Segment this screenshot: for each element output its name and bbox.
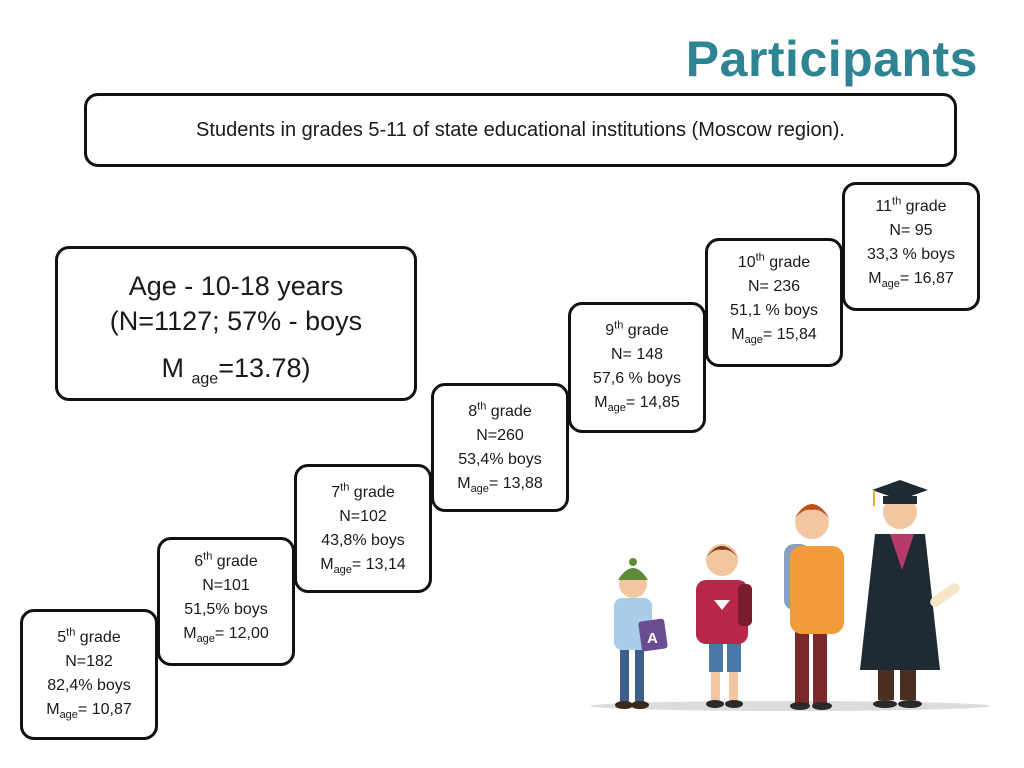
page-title: Participants (685, 31, 978, 87)
age-range: Age - 10-18 years (128, 271, 344, 301)
banner-text: Students in grades 5-11 of state educational institutions (Moscow region). (196, 118, 845, 141)
grade-label: 9th grade (605, 319, 669, 339)
grade-mean-age: $M_{age}= 10,87$ (46, 701, 132, 722)
grade-mean-age: $M_{age}= 13,88$ (457, 475, 543, 496)
grade-boys: 51,5% boys (184, 601, 268, 618)
book-letter: A (647, 630, 658, 647)
grade-label: 10th grade (737, 251, 811, 271)
grade-n: N= 148 (610, 346, 664, 363)
mean-age: M $_{age}$=13.78) (161, 353, 311, 388)
grade-boys: 57,6 % boys (592, 370, 682, 387)
child-young-student (614, 558, 668, 709)
sample-size: (N=1127; 57% - boys (109, 306, 363, 337)
grade-mean-age: $M_{age}= 15,84$ (731, 326, 817, 347)
grade-8-box (431, 383, 569, 512)
grade-n: N= 95 (889, 222, 933, 239)
grade-mean-age: $M_{age}= 12,00$ (183, 625, 269, 646)
grade-boys: 33,3 % boys (866, 246, 956, 263)
grade-9-box (568, 302, 706, 433)
grade-label: 5th grade (57, 626, 121, 646)
grade-7-box (294, 464, 432, 593)
grade-label: 6th grade (194, 550, 258, 570)
child-backpack-student (696, 544, 752, 708)
grade-label: 11th grade (875, 195, 947, 215)
grade-n: N=101 (202, 577, 250, 594)
grade-n: N=102 (339, 508, 387, 525)
grade-mean-age: $M_{age}= 13,14$ (320, 556, 406, 577)
grade-boys: 53,4% boys (458, 451, 542, 468)
grade-mean-age: $M_{age}= 14,85$ (594, 394, 680, 415)
grade-label: 8th grade (468, 400, 532, 420)
grade-label: 7th grade (331, 481, 395, 501)
grade-mean-age: $M_{age}= 16,87$ (868, 270, 954, 291)
students-illustration (590, 460, 1000, 720)
grade-boys: 82,4% boys (47, 677, 131, 694)
grade-6-box (157, 537, 295, 666)
teen-student (784, 504, 844, 710)
description-banner (84, 93, 957, 167)
grade-10-box (705, 238, 843, 367)
grade-n: N=182 (65, 653, 113, 670)
grade-n: N=260 (476, 427, 524, 444)
grade-5-box (20, 609, 158, 740)
grade-n: N= 236 (747, 278, 801, 295)
grade-11-box (842, 182, 980, 311)
grade-boys: 51,1 % boys (729, 302, 819, 319)
age-summary-box (55, 246, 417, 401)
grade-boys: 43,8% boys (321, 532, 405, 549)
graduate-student (860, 480, 962, 708)
